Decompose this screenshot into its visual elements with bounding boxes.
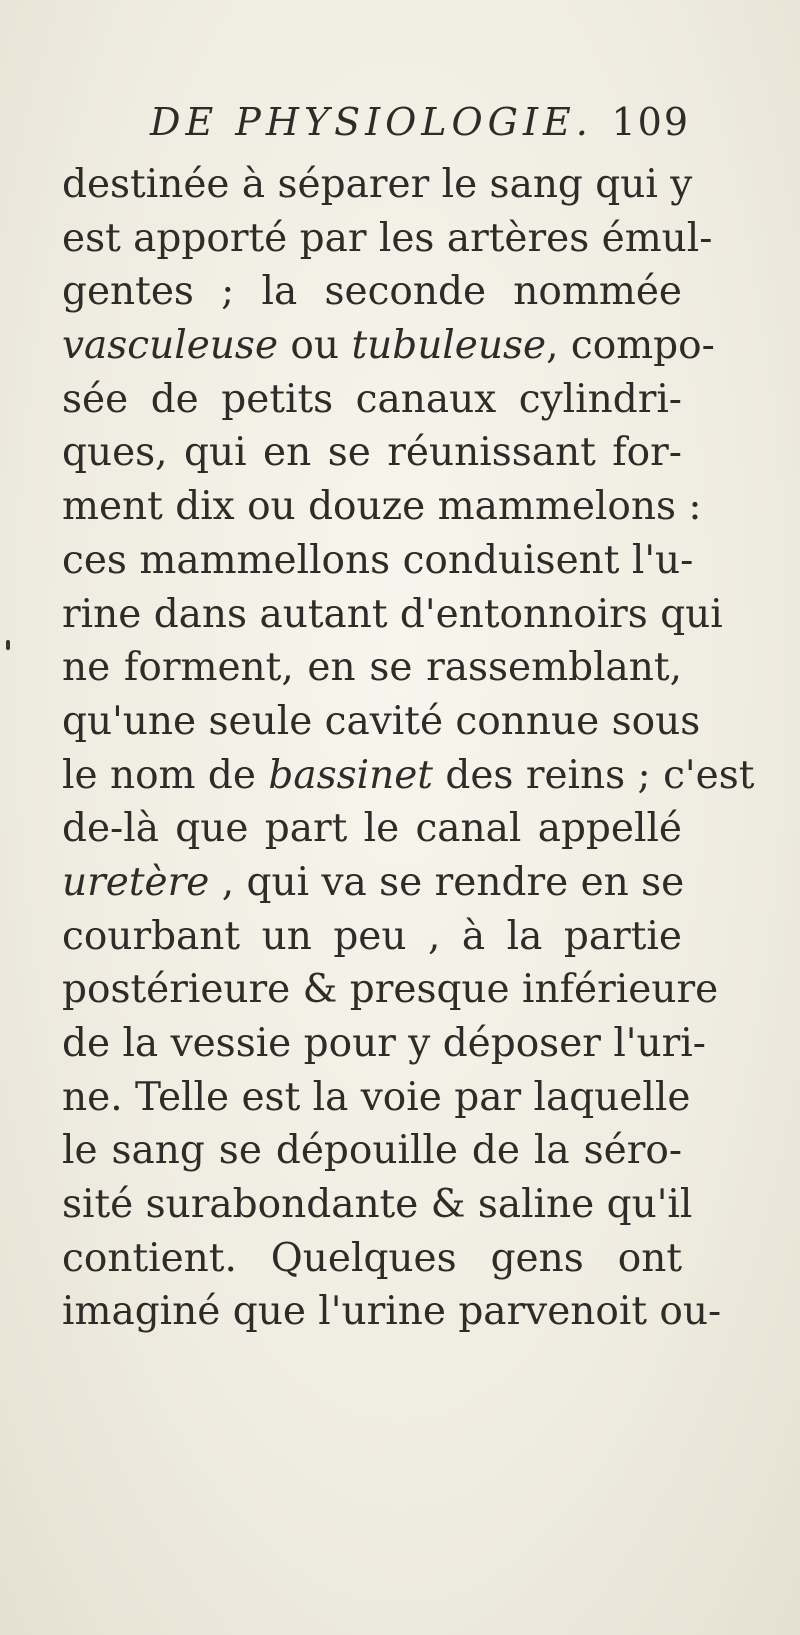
text-line: le sang se dépouille de la séro-: [62, 1128, 682, 1174]
text-line: postérieure & presque inférieure: [62, 967, 719, 1013]
italic-term: vasculeuse: [62, 323, 279, 369]
text-line: le nom de bassinet des reins ; c'est: [62, 752, 755, 798]
running-header: [150, 100, 690, 152]
italic-term: bassinet: [268, 752, 433, 798]
text-line: ques, qui en se réunissant for-: [62, 430, 682, 476]
text-line: vasculeuse ou tubuleuse, compo-: [62, 323, 715, 369]
text-line: rine dans autant d'entonnoirs qui: [62, 591, 723, 637]
text-line: ne forment, en se rassemblant,: [62, 645, 682, 691]
text-line: courbant un peu , à la partie: [62, 913, 682, 959]
text-line: de la vessie pour y déposer l'uri-: [62, 1021, 706, 1066]
italic-term: uretère: [62, 859, 210, 905]
text-line: imaginé que l'urine parvenoit ou-: [62, 1289, 722, 1335]
ink-speck: [6, 640, 10, 650]
page-number: 109: [611, 100, 690, 144]
text-line: sité surabondante & saline qu'il: [62, 1182, 693, 1228]
text-line: est apporté par les artères émul-: [62, 215, 713, 261]
text-line: sée de petits canaux cylindri-: [62, 376, 682, 422]
running-title: DE PHYSIOLOGIE.: [150, 100, 593, 144]
text-line: de-là que part le canal appellé: [62, 806, 682, 852]
text-line: ne. Telle est la voie par laquelle: [62, 1074, 691, 1120]
text-line: ment dix ou douze mammelons :: [62, 484, 702, 530]
text-line: gentes ; la seconde nommée: [62, 269, 682, 315]
body-text: [62, 158, 755, 1339]
text-line: uretère , qui va se rendre en se: [62, 859, 685, 905]
text-line: contient. Quelques gens ont: [62, 1235, 682, 1281]
text-line: destinée à séparer le sang qui y: [62, 162, 693, 207]
text-line: qu'une seule cavité connue sous: [62, 698, 701, 744]
italic-term: tubuleuse: [351, 323, 547, 369]
text-line: ces mammellons conduisent l'u-: [62, 537, 694, 583]
